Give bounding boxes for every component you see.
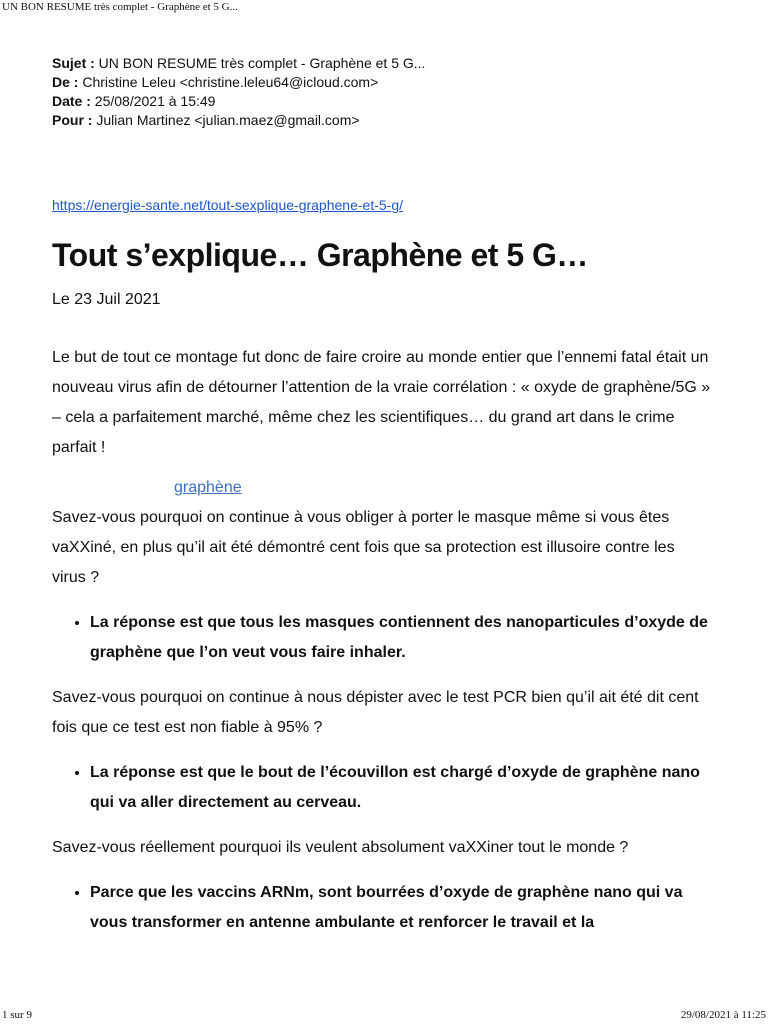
email-to: Julian Martinez <julian.maez@gmail.com> bbox=[96, 112, 360, 128]
answer-list-3 bbox=[52, 877, 712, 938]
date-label: Date : bbox=[52, 93, 91, 109]
email-from: Christine Leleu <christine.leleu64@icloud.com> bbox=[82, 74, 379, 90]
email-subject-row bbox=[52, 54, 425, 73]
print-header-title: UN BON RESUME très complet - Graphène et 5 G... bbox=[2, 1, 238, 13]
page-number: 1 sur 9 bbox=[2, 1009, 32, 1021]
email-from-row bbox=[52, 73, 425, 92]
answer-list-2 bbox=[52, 757, 712, 818]
answer-item-3: • Parce que les vaccins ARNm, sont bourrées d’oxyde de graphène nano qui va vous transformer en antenne ambulante et renforcer le travail et la bbox=[90, 877, 712, 938]
intro-paragraph: Le but de tout ce montage fut donc de faire croire au monde entier que l’ennemi fatal était un nouveau virus afin de détourner l’attention de la vraie corrélation : « oxyde de graphène/5G » – cela a parfaitement marché, même chez les scientifiques… du grand art dans le crime parfait ! bbox=[52, 349, 711, 456]
source-url-link[interactable]: https://energie-sante.net/tout-sexplique-graphene-et-5-g/ bbox=[52, 197, 403, 213]
answer-list-1 bbox=[52, 607, 712, 668]
email-date: 25/08/2021 à 15:49 bbox=[94, 93, 216, 109]
email-subject: UN BON RESUME très complet - Graphène et 5 G... bbox=[98, 55, 426, 71]
print-datetime: 29/08/2021 à 11:25 bbox=[680, 1009, 766, 1021]
email-to-row bbox=[52, 111, 425, 130]
question-paragraph-2: Savez-vous pourquoi on continue à nous dépister avec le test PCR bien qu’il ait été dit cent fois que ce test est non fiable à 95% ? bbox=[52, 689, 699, 736]
email-headers bbox=[52, 54, 425, 130]
answer-item-1: • La réponse est que tous les masques contiennent des nanoparticules d’oxyde de graphène que l’on veut vous faire inhaler. bbox=[90, 607, 712, 668]
article-title: Tout s’explique… Graphène et 5 G… bbox=[52, 237, 588, 273]
subject-label: Sujet : bbox=[52, 55, 95, 71]
graphene-link[interactable]: graphène bbox=[174, 479, 242, 496]
from-label: De : bbox=[52, 74, 79, 90]
question-paragraph-1: Savez-vous pourquoi on continue à vous obliger à porter le masque même si vous êtes vaXXiné, en plus qu’il ait été démontré cent fois que sa protection est illusoire contre les virus ? bbox=[52, 509, 675, 586]
article-date: Le 23 Juil 2021 bbox=[52, 291, 161, 308]
article-body bbox=[52, 343, 712, 953]
answer-item-2: • La réponse est que le bout de l’écouvillon est chargé d’oxyde de graphène nano qui va aller directement au cerveau. bbox=[90, 757, 712, 818]
email-date-row bbox=[52, 92, 425, 111]
question-paragraph-3: Savez-vous réellement pourquoi ils veulent absolument vaXXiner tout le monde ? bbox=[52, 839, 629, 856]
to-label: Pour : bbox=[52, 112, 93, 128]
